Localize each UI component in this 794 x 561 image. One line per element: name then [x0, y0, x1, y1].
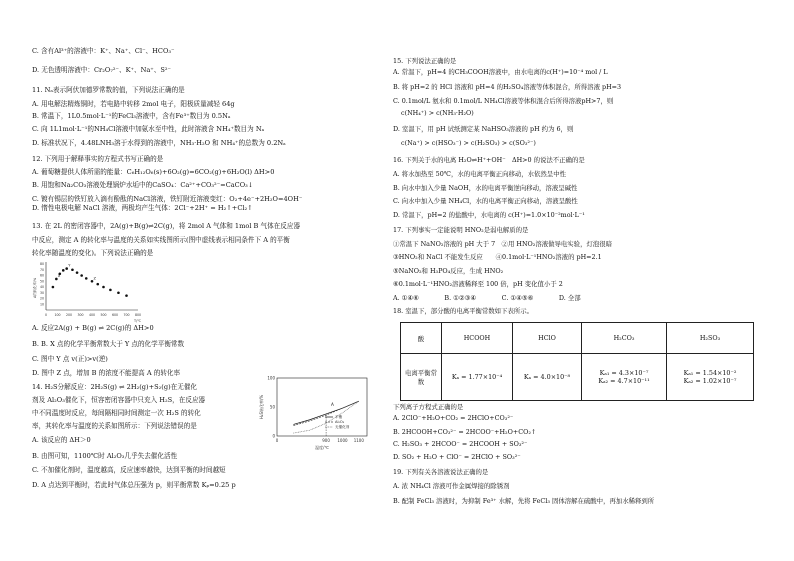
q14-stem-2: 剂及 Al₂O₃催化下，恒容密闭容器中只充入 H₂S，在反应器	[32, 396, 206, 404]
q16-option-a: A. 将水加热至 50℃，水的电离平衡正向移动，水依然呈中性	[393, 170, 566, 178]
q17-stem: 17. 下列事实一定能说明 HNO₂是弱电解质的是	[393, 226, 529, 234]
q13-option-a: A. 反应2A(g) + B(g) ⇌ 2C(g)的 ΔH>0	[32, 324, 154, 332]
point-label: X	[57, 273, 61, 278]
q12-option-c: C. 镀有锡层的铁钉放入滴有酚酞的NaCl溶液，铁钉附近溶液变红：O₂+4e⁻+2H₂O=4OH⁻	[32, 195, 303, 203]
data-point	[65, 267, 68, 270]
legend-label: Al₂O₃	[335, 420, 345, 424]
legend-label: 平衡	[335, 415, 343, 419]
q17-item-2: ③HNO₂和 NaCl 不能发生反应 ④0.1mol·L⁻¹HNO₂溶液的 pH=2.1	[393, 253, 602, 261]
x-axis-label: T/℃	[134, 319, 142, 323]
point-label: Y	[68, 263, 71, 268]
acid-constants-table	[400, 322, 754, 401]
table-header-h2co3: H₂CO₃	[582, 323, 667, 354]
x-tick-label: 100	[54, 313, 61, 317]
q17-item-1: ①常温下 NaNO₂溶液的 pH 大于 7 ②用 HNO₂溶液做导电实验，灯泡很暗	[393, 240, 613, 248]
data-point	[76, 271, 79, 274]
y-tick-label: 60	[39, 273, 44, 278]
q10-option-c: C. 含有Al³⁺的溶液中：K⁺、Na⁺、Cl⁻、HCO₃⁻	[32, 47, 175, 55]
ka-hclo: Kₐ = 4.0×10⁻⁸	[523, 373, 571, 381]
table-cell-hclo	[513, 354, 582, 401]
q14-stem-1: 14. H₂S分解反应：2H₂S(g) ⇌ 2H₂(g)+S₂(g)在无催化	[32, 383, 198, 391]
data-point	[55, 278, 58, 281]
q11-option-c: C. 向 1L1mol·L⁻¹的NH₄Cl溶液中加氨水至中性，此时溶液含 NH₄⁺数目为 Nₐ	[32, 125, 265, 133]
data-point	[52, 286, 55, 289]
y-tick-label: 50	[39, 279, 44, 284]
q15-option-c-cont: c(NH₄⁺) > c(NH₃·H₂O)	[401, 109, 474, 117]
data-point	[80, 274, 83, 277]
ka2-h2so3: Kₐ₂ = 1.02×10⁻⁷	[683, 377, 737, 385]
y-tick-label: 20	[39, 296, 44, 301]
table-header-hcooh: HCOOH	[442, 323, 513, 354]
q17-item-4: ⑥0.1mol·L⁻¹HNO₂溶液稀释至 100 倍，pH 变化值小于 2	[393, 280, 563, 288]
x-tick-label: 600	[111, 313, 119, 317]
q19-stem: 19. 下列有关各溶液说法正确的是	[393, 468, 489, 476]
annotation-label: A	[331, 401, 334, 407]
data-point	[91, 280, 94, 283]
q12-option-a: A. 葡萄糖提供人体所需的能量：C₆H₁₂O₆(s)+6O₂(g)=6CO₂(g)+6H₂O(l) ΔH>0	[32, 168, 275, 176]
q17-item-3: ⑤NaNO₂和 H₃PO₄反应，生成 HNO₂	[393, 267, 504, 275]
y-tick-label: 100	[267, 375, 275, 381]
x-tick-label: 500	[100, 313, 107, 317]
legend-label: 无催化剂	[335, 425, 350, 429]
plot-frame	[277, 378, 367, 436]
point-label: Z	[93, 276, 96, 281]
q13-conversion-chart	[32, 258, 142, 323]
y-tick-label: 30	[39, 290, 44, 295]
q16-option-c: C. 向水中加入少量 NH₄Cl，水的电离平衡正向移动，溶液呈酸性	[393, 197, 578, 205]
q18-sub-stem: 下列离子方程式正确的是	[393, 403, 464, 411]
q16-option-d: D. 常温下，pH=2 的盐酸中，水电离的 c(H⁺)=1.0×10⁻²mol·L⁻¹	[393, 211, 585, 219]
q14-h2s-chart	[257, 370, 375, 458]
y-axis-label: H₂S转化率/%	[259, 394, 264, 420]
data-point	[85, 277, 88, 280]
data-point	[125, 294, 128, 297]
table-header-hclo: HClO	[513, 323, 582, 354]
x-tick-label: 400	[88, 313, 96, 317]
x-axis-label: 温度/℃	[315, 445, 329, 450]
q16-option-b: B. 向水中加入少量 NaOH，水的电离平衡逆向移动，溶液呈碱性	[393, 184, 578, 192]
data-point	[102, 286, 105, 289]
data-point	[109, 289, 112, 292]
table-cell-h2co3	[582, 354, 667, 401]
y-tick-label: 10	[39, 302, 44, 307]
y-tick-label: 80	[39, 262, 44, 266]
y-tick-label: 0	[272, 433, 275, 439]
q11-option-d: D. 标准状况下，4.48LNH₃溶于水得到的溶液中，NH₃·H₂O 和 NH₄⁺的总数为 0.2Nₐ	[32, 139, 286, 147]
table-row-label: 电离平衡常数	[401, 354, 442, 401]
q12-option-b: B. 用饱和Na₂CO₃溶液处理锅炉水垢中的CaSO₄：Ca²⁺+CO₃²⁻=CaCO₃↓	[32, 181, 254, 189]
y-tick-label: 50	[269, 404, 275, 410]
q11-option-b: B. 常温下，1L0.5mol·L⁻¹的FeCl₃溶液中，含有Fe³⁺数目为 0.5Nₐ	[32, 112, 231, 120]
q13-option-b: B. B. X 点的化学平衡常数大于 Y 点的化学平衡常数	[32, 340, 185, 348]
q14-option-d: D. A 点达到平衡时，若此时气体总压强为 p，则平衡常数 Kₚ=0.25 p	[32, 481, 236, 489]
q11-stem: 11. Nₐ表示阿伏加德罗常数的值，下列说法正确的是	[32, 86, 185, 94]
q12-stem: 12. 下列用于解释事实的方程式书写正确的是	[32, 155, 164, 163]
q13-option-d: D. 图中 Z 点，增加 B 的浓度不能提高 A 的转化率	[32, 369, 181, 377]
x-tick-label: 0	[275, 438, 279, 443]
table-cell-h2so3	[667, 354, 754, 401]
q11-option-a: A. 用电解法精炼铜时，若电路中转移 2mol 电子，阳极质量减轻 64g	[32, 100, 235, 108]
x-tick-label: 200	[65, 313, 73, 317]
q15-option-a: A. 常温下，pH=4 的CH₃COOH溶液中，由水电离的c(H⁺)=10⁻⁴ mol / L	[393, 68, 608, 76]
y-axis-label: A的转化率/%	[33, 277, 37, 298]
x-tick-label: 800	[134, 313, 142, 317]
q18-option-d: D. SO₂ + H₂O + ClO⁻ = 2HClO + SO₃²⁻	[393, 453, 521, 461]
q13-option-c: C. 图中 Y 点 v(正)>v(逆)	[32, 355, 108, 363]
x-tick-label: 900	[322, 438, 330, 443]
q13-stem-2: 中反应，测定 A 的转化率与温度的关系如实线图所示(图中虚线表示相同条件下 A 的平衡	[32, 236, 290, 244]
q16-stem: 16. 下列关于水的电离 H₂O⇌H⁺+OH⁻ ΔH>0 的说法不正确的是	[393, 156, 585, 164]
q15-option-c: C. 0.1mol/L 氨水和 0.1mol/L NH₄Cl溶液等体积混合后所得溶液pH>7，则	[393, 97, 614, 105]
table-cell-hcooh	[442, 354, 513, 401]
ka-hcooh: Kₐ = 1.77×10⁻⁴	[451, 373, 503, 381]
q18-option-a: A. 2ClO⁻+H₂O+CO₂ = 2HClO+CO₃²⁻	[393, 414, 514, 422]
q14-option-c: C. 不加催化剂时，温度越高，反应速率越快，达到平衡的时间越短	[32, 466, 226, 474]
table-header-acid: 酸	[401, 323, 442, 354]
x-tick-label: 1100	[353, 438, 364, 443]
data-point	[96, 283, 99, 286]
q13-stem-1: 13. 在 2L 的密闭容器中，2A(g)+B(g)⇌2C(g)，将 2mol A 气体和 1mol B 气体在反应器	[32, 222, 301, 230]
data-point	[71, 268, 74, 271]
q17-options: A. ①④⑥ B. ①②③④ C. ①④⑤⑥ D. 全部	[393, 294, 581, 302]
q14-option-a: A. 该反应的 ΔH＞0	[32, 436, 91, 444]
q10-option-d: D. 无色透明溶液中：Cr₂O₇²⁻、K⁺、Na⁺、S²⁻	[32, 66, 172, 74]
data-point	[117, 291, 120, 294]
x-tick-label: 1000	[337, 438, 348, 443]
x-tick-label: 700	[123, 313, 130, 317]
q14-stem-4: 率，其转化率与温度的关系如图所示：下列说法错误的是	[32, 422, 197, 430]
x-tick-label: 0	[44, 313, 48, 317]
q15-stem: 15. 下列说法正确的是	[393, 57, 457, 65]
q14-stem-3: 中不同温度时反应，每间隔相同时间测定一次 H₂S 的转化	[32, 409, 201, 417]
q15-option-d: D. 室温下，用 pH 试纸测定某 NaHSO₃溶液的 pH 约为 6，则	[393, 125, 574, 133]
q14-option-b: B. 由图可知，1100℃时 Al₂O₃几乎失去催化活性	[32, 452, 178, 460]
table-header-h2so3: H₂SO₃	[667, 323, 754, 354]
q19-option-b: B. 配制 FeCl₃ 溶液时，为抑制 Fe³⁺ 水解，先将 FeCl₃ 固体溶解在硫酸中，再加水稀释到所	[393, 497, 655, 505]
q12-option-d: D. 惰性电极电解 NaCl 溶液，两极均产生气体：2Cl⁻+2H⁺ = H₂↑+Cl₂↑	[32, 204, 253, 212]
x-tick-label: 300	[77, 313, 84, 317]
q15-option-b: B. 将 pH=2 的 HCl 溶液和 pH=4 的H₂SO₄溶液等体积混合，所得溶液 pH=3	[393, 83, 622, 91]
ka2-h2co3: Kₐ₂ = 4.7×10⁻¹¹	[598, 377, 650, 385]
q18-stem: 18. 室温下，部分酸的电离平衡常数如下表所示。	[393, 307, 534, 315]
q13-stem-3: 转化率随温度的变化)。下列说法正确的是	[32, 249, 154, 257]
data-point	[62, 269, 65, 272]
y-tick-label: 40	[39, 285, 44, 289]
y-tick-label: 70	[39, 267, 44, 272]
q18-option-b: B. 2HCOOH+CO₃²⁻ = 2HCOO⁻+H₂O+CO₂↑	[393, 428, 537, 436]
q19-option-a: A. 浓 NH₄Cl 溶液可作金属焊接的除锈剂	[393, 482, 510, 490]
q15-option-d-cont: c(Na⁺) > c(HSO₃⁻) > c(H₂SO₃) > c(SO₃²⁻)	[401, 139, 536, 147]
ka1-h2so3: Kₐ₁ = 1.54×10⁻²	[683, 369, 737, 377]
ka1-h2co3: Kₐ₁ = 4.3×10⁻⁷	[599, 369, 649, 377]
q18-option-c: C. H₂SO₃ + 2HCOO⁻ = 2HCOOH + SO₃²⁻	[393, 440, 528, 448]
